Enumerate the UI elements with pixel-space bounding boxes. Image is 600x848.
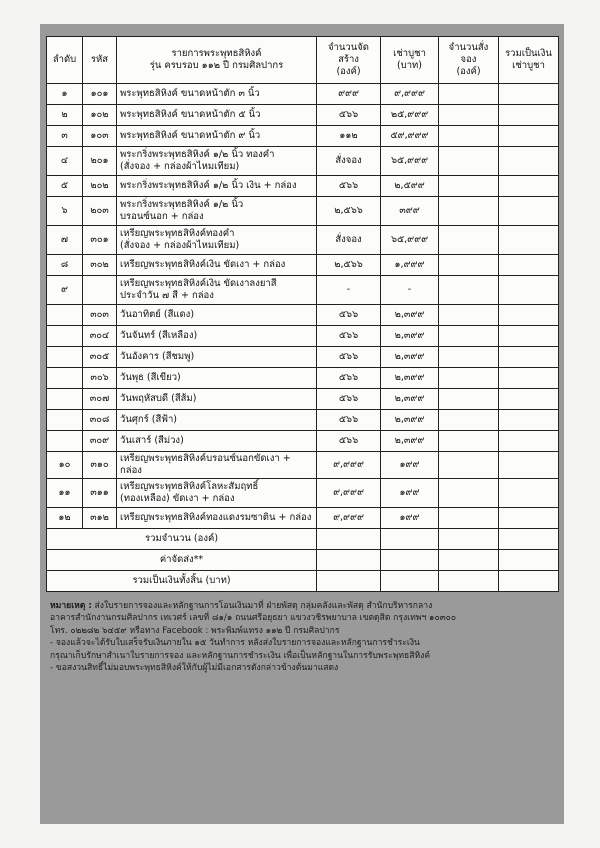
row-price: -: [381, 276, 439, 305]
row-number: ๑: [47, 84, 83, 105]
row-item: [117, 305, 317, 326]
row-code: ๑๐๑: [83, 84, 117, 105]
notes-line: - ขอสงวนสิทธิ์ไม่มอบพระพุทธสิหิงค์ให้กับผู้ไม่มีเอกสารดังกล่าวข้างต้นมาแสดง: [50, 663, 339, 674]
row-item: [117, 147, 317, 176]
row-code: ๓๑๒: [83, 507, 117, 528]
row-item: [117, 507, 317, 528]
header-code: รหัส: [83, 37, 117, 84]
row-total-cell[interactable]: [499, 176, 559, 197]
row-item: [117, 276, 317, 305]
row-item: [117, 126, 317, 147]
grand-total-input-cell[interactable]: [499, 570, 559, 591]
row-number: [47, 305, 83, 326]
notes-heading: หมายเหตุ :: [50, 600, 92, 611]
row-total-cell[interactable]: [499, 84, 559, 105]
table-row: [47, 368, 559, 389]
row-item-line: พระกริ่งพระพุทธสิหิงค์ ๑/๒ นิ้ว ทองคำ: [120, 149, 275, 161]
notes-line: - จองแล้วจะได้รับใบเสร็จรับเงินภายใน ๑๕ วันทำการ หลังส่งใบรายการจองและหลักฐานการชำระเงิน: [50, 638, 420, 649]
row-order-qty-cell[interactable]: [439, 368, 499, 389]
row-price: ๓๙๙: [381, 197, 439, 226]
row-item-line: พระพุทธสิหิงค์ ขนาดหน้าตัก ๕ นิ้ว: [120, 109, 261, 121]
row-produced: ๕๖๖: [317, 410, 381, 431]
row-price: ๒,๓๙๙: [381, 431, 439, 452]
row-code: ๓๐๙: [83, 431, 117, 452]
row-item-line: เหรียญพระพุทธสิหิงค์เงิน ขัดเงา + กล่อง: [120, 259, 286, 271]
row-price: ๑,๙๙๙: [381, 255, 439, 276]
row-total-cell[interactable]: [499, 276, 559, 305]
order-sheet: [40, 24, 564, 824]
row-price: ๒,๕๙๙: [381, 176, 439, 197]
row-price: ๖๕,๙๙๙: [381, 147, 439, 176]
row-number: [47, 410, 83, 431]
table-row: [47, 452, 559, 479]
row-order-qty-cell[interactable]: [439, 84, 499, 105]
row-price: ๒,๓๙๙: [381, 389, 439, 410]
table-row: [47, 105, 559, 126]
row-price: ๒,๓๙๙: [381, 305, 439, 326]
row-item-line: (สั่งจอง + กล่องผ้าไหมเทียม): [120, 161, 240, 172]
notes-line: อาคารสำนักงานกรมศิลปากร เทเวศร์ เลขที่ ๘๑/๑ ถนนศรีอยุธยา แขวงวชิรพยาบาล เขตดุสิต กรุงเทพฯ ๑๐๓๐๐: [50, 613, 457, 624]
row-order-qty-cell[interactable]: [439, 478, 499, 507]
row-code: ๓๐๖: [83, 368, 117, 389]
row-code: ๓๐๔: [83, 326, 117, 347]
notes-line: ส่งใบรายการจองและหลักฐานการโอนเงินมาที่ ฝ่ายพัสดุ กลุ่มคลังและพัสดุ สำนักบริหารกลาง: [94, 600, 433, 611]
row-item-line: พระพุทธสิหิงค์ ขนาดหน้าตัก ๓ นิ้ว: [120, 88, 260, 100]
row-price: ๒,๓๙๙: [381, 410, 439, 431]
row-total-cell[interactable]: [499, 305, 559, 326]
table-row: [47, 347, 559, 368]
grand-total-label: รวมเป็นเงินทั้งสิ้น (บาท): [47, 570, 317, 591]
row-order-qty-cell[interactable]: [439, 176, 499, 197]
row-number: ๙: [47, 276, 83, 305]
table-header-row: [47, 37, 559, 84]
row-item-line: วันจันทร์ (สีเหลือง): [120, 330, 198, 342]
row-item-line: เหรียญพระพุทธสิหิงค์ทองคำ: [120, 228, 235, 240]
row-order-qty-cell[interactable]: [439, 147, 499, 176]
row-order-qty-cell[interactable]: [439, 255, 499, 276]
table-row: [47, 431, 559, 452]
row-item-line: พระกริ่งพระพุทธสิหิงค์ ๑/๒ นิ้ว: [120, 199, 244, 211]
row-item-line: วันพฤหัสบดี (สีส้ม): [120, 393, 197, 405]
row-item-line: วันอังคาร (สีชมพู): [120, 351, 195, 363]
row-number: ๘: [47, 255, 83, 276]
notes-line: กรุณาเก็บรักษาสำเนาใบรายการจอง และหลักฐานการชำระเงิน เพื่อเป็นหลักฐานในการรับพระพุทธสิหิงค์: [50, 650, 431, 661]
row-total-cell[interactable]: [499, 105, 559, 126]
row-price: ๑๙๙: [381, 478, 439, 507]
row-code: ๓๐๘: [83, 410, 117, 431]
row-code: ๓๑๐: [83, 452, 117, 479]
row-produced: ๕๖๖: [317, 368, 381, 389]
row-code: ๓๐๒: [83, 255, 117, 276]
table-row: [47, 305, 559, 326]
row-item: [117, 105, 317, 126]
row-code: ๒๐๒: [83, 176, 117, 197]
row-item-line: เหรียญพระพุทธสิหิงค์บรอนซ์นอกขัดเงา + กล่อง: [120, 453, 291, 476]
row-produced: ๙,๙๙๙: [317, 478, 381, 507]
table-row: [47, 389, 559, 410]
header-no: ลำดับ: [47, 37, 83, 84]
row-item-line: (สั่งจอง + กล่องผ้าไหมเทียม): [120, 240, 240, 251]
header-ordered: จำนวนสั่งจอง (องค์): [439, 37, 499, 84]
row-item: [117, 389, 317, 410]
row-total-cell[interactable]: [499, 326, 559, 347]
row-code: ๑๐๒: [83, 105, 117, 126]
shipping-label: ค่าจัดส่ง**: [47, 549, 317, 570]
row-total-cell[interactable]: [499, 226, 559, 255]
row-order-qty-cell[interactable]: [439, 347, 499, 368]
row-price: ๙,๙๙๙: [381, 84, 439, 105]
total-quantity-row: [47, 528, 559, 549]
header-price: เช่าบูชา (บาท): [381, 37, 439, 84]
row-produced: ๕๖๖: [317, 389, 381, 410]
price-table: [46, 36, 559, 592]
row-item-line: พระพุทธสิหิงค์ ขนาดหน้าตัก ๙ นิ้ว: [120, 130, 261, 142]
row-total-cell[interactable]: [499, 452, 559, 479]
row-price: ๕๙,๙๙๙: [381, 126, 439, 147]
total-quantity-label: รวมจำนวน (องค์): [47, 528, 317, 549]
table-row: [47, 197, 559, 226]
row-order-qty-cell[interactable]: [439, 105, 499, 126]
row-order-qty-cell[interactable]: [439, 431, 499, 452]
row-item-line: เหรียญพระพุทธสิหิงค์เงิน ขัดเงาลงยาสี: [120, 278, 277, 290]
row-order-qty-cell[interactable]: [439, 226, 499, 255]
table-row: [47, 84, 559, 105]
row-order-qty-cell[interactable]: [439, 410, 499, 431]
row-code: ๒๐๓: [83, 197, 117, 226]
row-item: [117, 478, 317, 507]
row-produced: ๙,๙๙๙: [317, 507, 381, 528]
row-item: [117, 197, 317, 226]
row-item: [117, 452, 317, 479]
row-code: ๓๐๕: [83, 347, 117, 368]
row-produced: ๙๙๙: [317, 84, 381, 105]
row-item: [117, 226, 317, 255]
row-produced: ๕๖๖: [317, 431, 381, 452]
row-code: [83, 276, 117, 305]
row-item: [117, 84, 317, 105]
table-row: [47, 126, 559, 147]
row-item: [117, 326, 317, 347]
row-item: [117, 410, 317, 431]
row-produced: ๑๑๒: [317, 126, 381, 147]
row-order-qty-cell[interactable]: [439, 276, 499, 305]
row-total-cell[interactable]: [499, 147, 559, 176]
row-total-cell[interactable]: [499, 410, 559, 431]
table-row: [47, 276, 559, 305]
table-row: [47, 326, 559, 347]
row-produced: ๕๖๖: [317, 305, 381, 326]
row-item: [117, 255, 317, 276]
row-total-cell[interactable]: [499, 478, 559, 507]
row-total-cell[interactable]: [499, 126, 559, 147]
total-quantity-input-cell[interactable]: [439, 528, 499, 549]
row-produced: ๕๖๖: [317, 326, 381, 347]
row-order-qty-cell[interactable]: [439, 389, 499, 410]
row-number: ๓: [47, 126, 83, 147]
row-produced: ๕๖๖: [317, 105, 381, 126]
grand-total-row: [47, 570, 559, 591]
row-produced: ๒,๕๖๖: [317, 197, 381, 226]
row-order-qty-cell[interactable]: [439, 326, 499, 347]
row-code: ๓๐๑: [83, 226, 117, 255]
row-total-cell[interactable]: [499, 389, 559, 410]
row-number: ๑๒: [47, 507, 83, 528]
row-item-line: วันพุธ (สีเขียว): [120, 372, 181, 384]
row-total-cell[interactable]: [499, 431, 559, 452]
row-number: [47, 326, 83, 347]
row-number: ๔: [47, 147, 83, 176]
table-row: [47, 478, 559, 507]
row-code: ๓๐๗: [83, 389, 117, 410]
row-item: [117, 368, 317, 389]
row-code: ๒๐๑: [83, 147, 117, 176]
row-order-qty-cell[interactable]: [439, 197, 499, 226]
row-number: [47, 389, 83, 410]
row-total-cell[interactable]: [499, 347, 559, 368]
header-item: รายการพระพุทธสิหิงค์ รุ่น ครบรอบ ๑๑๒ ปี กรมศิลปากร: [117, 37, 317, 84]
row-code: ๓๐๓: [83, 305, 117, 326]
row-number: ๖: [47, 197, 83, 226]
notes-section: [46, 600, 558, 675]
row-price: ๑๙๙: [381, 507, 439, 528]
row-number: ๑๐: [47, 452, 83, 479]
row-total-cell[interactable]: [499, 255, 559, 276]
row-produced: ๒,๕๖๖: [317, 255, 381, 276]
row-order-qty-cell[interactable]: [439, 452, 499, 479]
row-produced: สั่งจอง: [317, 226, 381, 255]
row-item-line: ประจำวัน ๗ สี + กล่อง: [120, 290, 214, 301]
row-produced: ๕๖๖: [317, 176, 381, 197]
row-number: ๑๑: [47, 478, 83, 507]
shipping-row: [47, 549, 559, 570]
row-item-line: บรอนซ์นอก + กล่อง: [120, 211, 204, 222]
table-body: [47, 84, 559, 529]
row-item-line: (ทองเหลือง) ขัดเงา + กล่อง: [120, 492, 235, 504]
row-number: [47, 431, 83, 452]
table-row: [47, 255, 559, 276]
row-produced: สั่งจอง: [317, 147, 381, 176]
row-produced: ๕๖๖: [317, 347, 381, 368]
row-item-line: พระกริ่งพระพุทธสิหิงค์ ๑/๒ นิ้ว เงิน + กล่อง: [120, 180, 297, 192]
row-order-qty-cell[interactable]: [439, 507, 499, 528]
row-number: ๗: [47, 226, 83, 255]
row-order-qty-cell[interactable]: [439, 126, 499, 147]
row-produced: ๙,๙๙๙: [317, 452, 381, 479]
row-number: [47, 347, 83, 368]
table-row: [47, 176, 559, 197]
row-number: ๒: [47, 105, 83, 126]
row-item: [117, 431, 317, 452]
header-produced: จำนวนจัดสร้าง (องค์): [317, 37, 381, 84]
row-item-line: เหรียญพระพุทธสิหิงค์ทองแดงรมซาติน + กล่อง: [120, 511, 312, 523]
row-number: ๕: [47, 176, 83, 197]
row-item: [117, 347, 317, 368]
table-row: [47, 147, 559, 176]
table-row: [47, 226, 559, 255]
notes-line: โทร. ๐๒๒๘๒ ๖๔๕๙ หรือทาง Facebook : พระพิมพ์แทรง ๑๑๒ ปี กรมศิลปากร: [50, 625, 340, 636]
row-item-line: วันอาทิตย์ (สีแดง): [120, 309, 195, 321]
header-total: รวมเป็นเงิน เช่าบูชา: [499, 37, 559, 84]
row-price: ๑๙๙: [381, 452, 439, 479]
row-price: ๒,๓๙๙: [381, 368, 439, 389]
row-produced: -: [317, 276, 381, 305]
row-order-qty-cell[interactable]: [439, 305, 499, 326]
row-total-cell[interactable]: [499, 197, 559, 226]
row-code: ๓๑๑: [83, 478, 117, 507]
row-item-line: เหรียญพระพุทธสิหิงค์โลหะสัมฤทธิ์: [120, 480, 259, 492]
row-price: ๖๕,๙๙๙: [381, 226, 439, 255]
row-item: [117, 176, 317, 197]
row-code: ๑๐๓: [83, 126, 117, 147]
row-price: ๒,๓๙๙: [381, 326, 439, 347]
shipping-input-cell[interactable]: [499, 549, 559, 570]
table-row: [47, 507, 559, 528]
row-total-cell[interactable]: [499, 507, 559, 528]
row-price: ๒,๓๙๙: [381, 347, 439, 368]
row-number: [47, 368, 83, 389]
row-item-line: วันเสาร์ (สีม่วง): [120, 435, 184, 447]
row-item-line: วันศุกร์ (สีฟ้า): [120, 414, 178, 426]
row-price: ๒๕,๙๙๙: [381, 105, 439, 126]
row-total-cell[interactable]: [499, 368, 559, 389]
table-row: [47, 410, 559, 431]
